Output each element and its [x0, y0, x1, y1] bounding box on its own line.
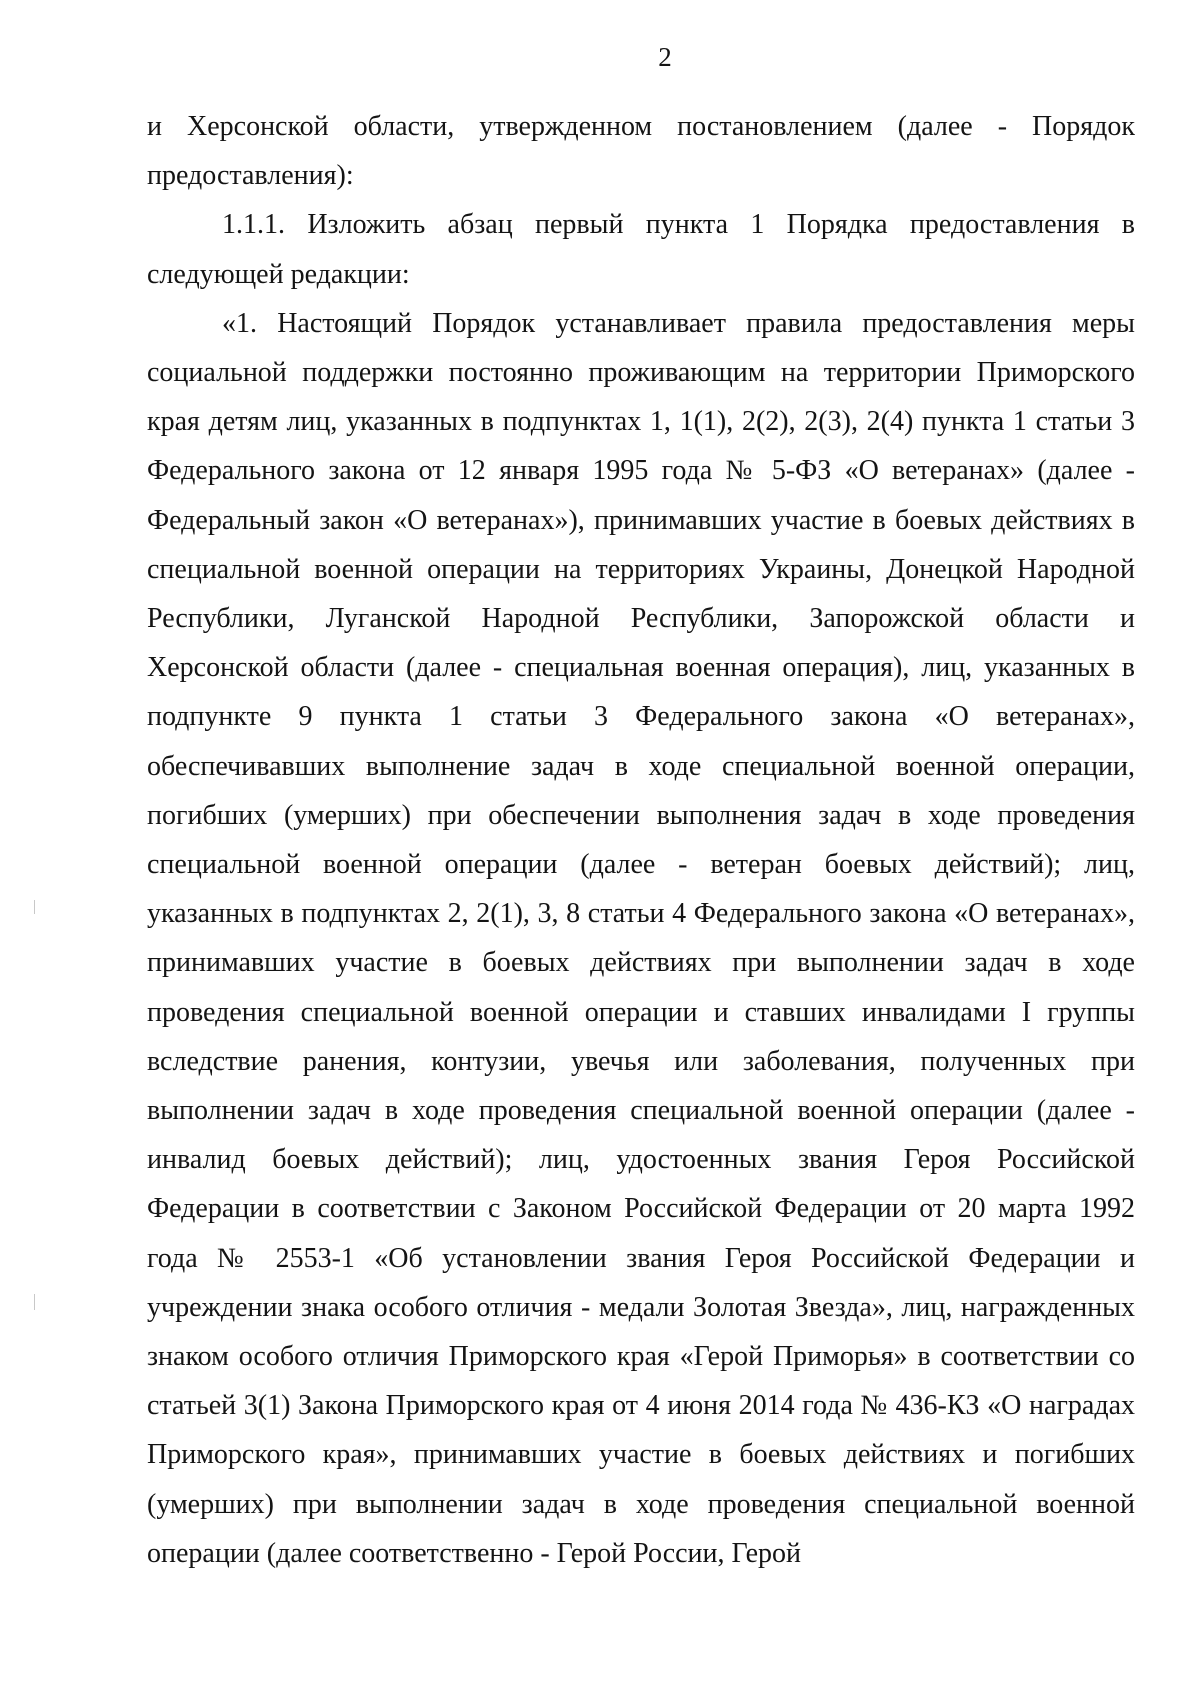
paragraph-amendment-item: 1.1.1. Изложить абзац первый пункта 1 Порядка предоставления в следующей редакции: [147, 209, 1135, 290]
paragraph-amendment-text: «1. Настоящий Порядок устанавливает правила предоставления меры социальной поддержки постоянно проживающим на территории Приморского края детям лиц, указанных в подпунктах 1, 1(1), 2(2), 2(3), 2(4) пункта 1 статьи 3 Федерального закона от 12 января 1995 года № 5-ФЗ «О ветеранах» (далее - Федеральный закон «О ветеранах»), принимавших участие в боевых действиях в специальной военной операции на территориях Украины, Донецкой Народной Республики, Луганской Народной Республики, Запорожской области и Херсонской области (далее - специальная военная операция), лиц, указанных в подпункте 9 пункта 1 статьи 3 Федерального закона «О ветеранах», обеспечивавших выполнение задач в ходе специальной военной операции, погибших (умерших) при обеспечении выполнения задач в ходе проведения специальной военной операции (далее - ветеран боевых действий); лиц, указанных в подпунктах 2, 2(1), 3, 8 статьи 4 Федерального закона «О ветеранах», принимавших участие в боевых действиях при выполнении задач в ходе проведения специальной военной операции и ставших инвалидами I группы вследствие ранения, контузии, увечья или заболевания, полученных при выполнении задач в ходе проведения специальной военной операции (далее - инвалид боевых действий); лиц, удостоенных звания Героя Российской Федерации в соответствии с Законом Российской Федерации от 20 марта 1992 года № 2553-1 «Об установлении звания Героя Российской Федерации и учреждении знака особого отличия - медали Золотая Звезда», лиц, награжденных знаком особого отличия Приморского края «Герой Приморья» в соответствии со статьей 3(1) Закона Приморского края от 4 июня 2014 года № 436-КЗ «О наградах Приморского края», принимавших участие в боевых действиях и погибших (умерших) при выполнении задач в ходе проведения специальной военной операции (далее соответственно - Герой России, Герой [147, 307, 1135, 1569]
page-number: 2 [658, 42, 672, 72]
scan-artifact [34, 900, 35, 914]
document-body [147, 102, 1135, 1578]
scan-artifact [34, 1294, 35, 1310]
paragraph-continuation: и Херсонской области, утвержденном постановлением (далее - Порядок предоставления): [147, 111, 1135, 192]
